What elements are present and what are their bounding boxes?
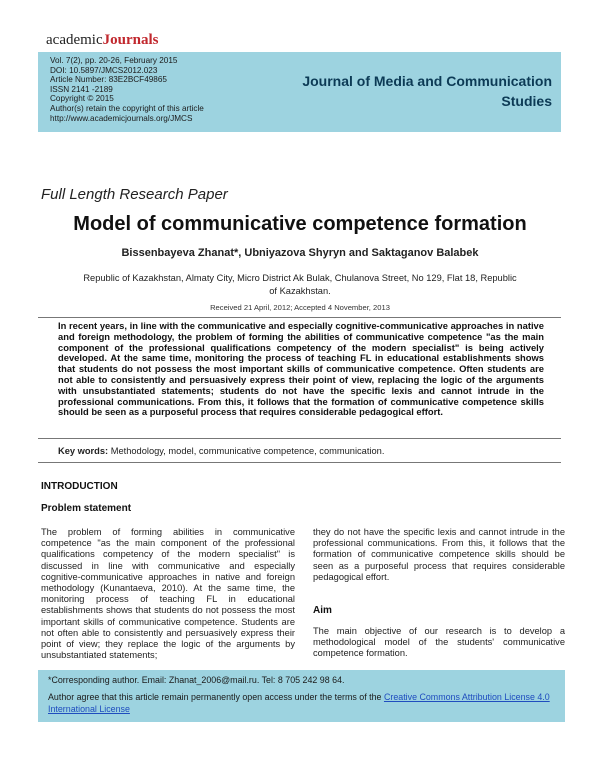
license-notice	[48, 692, 560, 716]
corresponding-author: *Corresponding author. Email: Zhanat_2006@mail.ru. Tel: 8 705 242 98 64.	[48, 675, 345, 685]
section-heading: INTRODUCTION	[41, 481, 118, 492]
aim-heading: Aim	[313, 605, 332, 616]
aim-text: The main objective of our research is to develop a methodological model of the students' communicative competence formation.	[313, 626, 565, 659]
keywords-label: Key words:	[58, 446, 109, 456]
meta-url[interactable]: http://www.academicjournals.org/JMCS	[50, 113, 193, 123]
received-dates: Received 21 April, 2012; Accepted 4 November, 2013	[210, 303, 390, 312]
abstract-top-rule	[38, 317, 561, 318]
article-metadata	[50, 56, 280, 123]
license-link[interactable]: Creative Commons Attribution License 4.0 International License	[48, 692, 550, 714]
keywords-list: Methodology, model, communicative competence, communication.	[108, 446, 385, 456]
logo-suffix: Journals	[102, 32, 159, 48]
abstract: In recent years, in line with the communicative and especially cognitive-communicative approaches in native and foreign methodology, the problem of forming the abilities of communicative competence "as the main component of the professional qualifications competency of the modern specialist" is being actively developed. At the same time, monitoring the process of teaching FL in educational establishments shows that students do not possess the most important skills of communicative competence. Often students are not able to consistently and persuasively express their point of view, replacing the logic of the arguments with unsubstantiated statements; students do not have the specific lexis and cannot intrude in the professional communications. From this, it follows that the formation of communicative competence skills should be seen as a purposeful process that requires considerable pedagogical effort.	[58, 320, 544, 418]
subsection-heading: Problem statement	[41, 503, 132, 514]
journal-title: Journal of Media and Communication Studies	[302, 73, 552, 109]
body-column-left: The problem of forming abilities in communicative competence "as the main component of the professional qualifications competency of the modern specialist" is discussed in line with communicative and especially cognitive-communicative approaches in native and foreign methodology (Kunantaeva, 2010). At the same time, the monitoring process of teaching FL in educational establishments shows that students do not possess the most important skills of communicative competence. Students are not often able to consistently and persuasively express their point of view; they replace the logic of the arguments by unsubstantiated statements;	[41, 527, 295, 661]
paper-title: Model of communicative competence formation	[73, 213, 527, 235]
keywords-rule	[38, 462, 561, 463]
publisher-logo	[46, 32, 158, 49]
abstract-bottom-rule	[38, 438, 561, 439]
meta-issn: ISSN 2141 -2189	[50, 84, 113, 94]
body-column-right: they do not have the specific lexis and cannot intrude in the professional communications. From this, it follows that the formation of communicative competence skills should be seen as a purposeful process that requires considerable pedagogical effort.	[313, 527, 565, 582]
authors: Bissenbayeva Zhanat*, Ubniyazova Shyryn and Saktaganov Balabek	[121, 247, 479, 259]
paper-type: Full Length Research Paper	[41, 186, 228, 203]
logo-prefix: academic	[46, 32, 103, 48]
keywords	[58, 446, 544, 456]
license-text: Author agree that this article remain permanently open access under the terms of the	[48, 692, 384, 702]
meta-volume: Vol. 7(2), pp. 20-26, February 2015	[50, 56, 178, 65]
meta-article-number: Article Number: 83E2BCF49865	[50, 75, 167, 85]
affiliation: Republic of Kazakhstan, Almaty City, Micro District Ak Bulak, Chulanova Street, No 129, Flat 18, Republic of Kazakhstan.	[83, 273, 517, 296]
meta-rights: Author(s) retain the copyright of this article	[50, 103, 204, 113]
meta-doi: DOI: 10.5897/JMCS2012.023	[50, 65, 158, 75]
meta-copyright: Copyright © 2015	[50, 94, 114, 104]
